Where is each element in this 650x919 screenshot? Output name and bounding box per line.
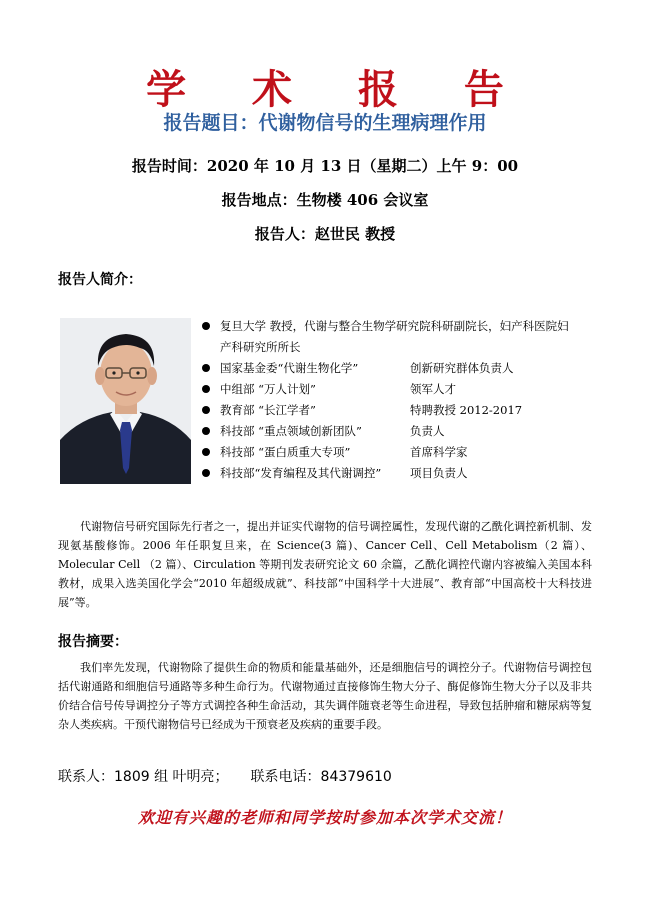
report-place: 报告地点：生物楼 406 会议室	[221, 191, 429, 209]
bio-item-org: 科技部 “重点领域创新团队”	[220, 424, 362, 438]
bio-item-role: 特聘教授 2012-2017	[410, 403, 523, 417]
bullet-icon	[202, 448, 210, 456]
contact-phone: 联系电话：84379610	[250, 769, 392, 785]
bio-item	[200, 316, 620, 358]
bio-item-org: 国家基金委“代谢生物化学”	[220, 361, 359, 375]
bio-item-org: 教育部 “长江学者”	[220, 403, 316, 417]
report-topic: 报告题目：代谢物信号的生理病理作用	[163, 112, 487, 134]
bio-item-continuation: 产科研究所所长	[220, 340, 301, 354]
bio-item-org: 科技部“发育编程及其代谢调控”	[220, 466, 382, 480]
bio-item	[200, 379, 620, 400]
bio-heading: 报告人简介：	[58, 272, 142, 288]
bio-item	[200, 463, 620, 484]
speaker-photo	[60, 318, 191, 484]
contact-person: 联系人：1809 组 叶明亮；	[58, 769, 229, 785]
speaker-portrait-image	[60, 318, 191, 484]
bio-item	[200, 400, 620, 421]
bio-list	[200, 316, 620, 484]
bullet-icon	[202, 427, 210, 435]
welcome-message: 欢迎有兴趣的老师和同学按时参加本次学术交流！	[137, 808, 512, 827]
bio-paragraph: 代谢物信号研究国际先行者之一，提出并证实代谢物的信号调控属性，发现代谢的乙酰化调控新机制、发现氨基酸修饰。2006 年任职复旦来，在 Science(3 篇)、Cancer Cell、Cell Metabolism（2 篇）、Molecular Cell （2 篇）、Circulation 等期刊发表研究论文 60 余篇，乙酰化调控代谢内容被编入美国本科教材，成果入选美国化学会“2010 年超级成就”、科技部“中国科学十大进展”、教育部“中国高校十大科技进展”等。	[58, 520, 592, 609]
bullet-icon	[202, 469, 210, 477]
report-speaker: 报告人：赵世民 教授	[254, 225, 396, 243]
contact-line	[58, 766, 392, 786]
bio-item-text: 复旦大学 教授，代谢与整合生物学研究院科研副院长，妇产科医院妇	[220, 319, 569, 333]
bio-item	[200, 358, 620, 379]
bio-item-role: 负责人	[410, 424, 445, 438]
bio-item-org: 中组部 “万人计划”	[220, 382, 316, 396]
bullet-icon	[202, 406, 210, 414]
bio-item-role: 项目负责人	[410, 466, 468, 480]
bullet-icon	[202, 322, 210, 330]
bullet-icon	[202, 364, 210, 372]
bio-item	[200, 421, 620, 442]
report-time: 报告时间：2020 年 10 月 13 日（星期二）上午 9：00	[131, 157, 519, 175]
abstract-heading: 报告摘要：	[58, 634, 128, 650]
abstract-paragraph: 我们率先发现，代谢物除了提供生命的物质和能量基础外，还是细胞信号的调控分子。代谢物信号调控包括代谢通路和细胞信号通路等多种生命行为。代谢物通过直接修饰生物大分子、酶促修饰生物大分子以及非共价结合信号传导调控分子等方式调控各种生命活动，其失调伴随衰老等生命进程，导致包括肿瘤和糖尿病等复杂人类疾病。干预代谢物信号已经成为干预衰老及疾病的重要手段。	[58, 661, 592, 731]
bio-item	[200, 442, 620, 463]
bio-item-org: 科技部 “蛋白质重大专项”	[220, 445, 351, 459]
page-title: 学 术 报 告	[146, 66, 530, 113]
bio-item-role: 领军人才	[410, 382, 456, 396]
bio-item-role: 首席科学家	[410, 445, 468, 459]
bullet-icon	[202, 385, 210, 393]
bio-item-role: 创新研究群体负责人	[410, 361, 514, 375]
